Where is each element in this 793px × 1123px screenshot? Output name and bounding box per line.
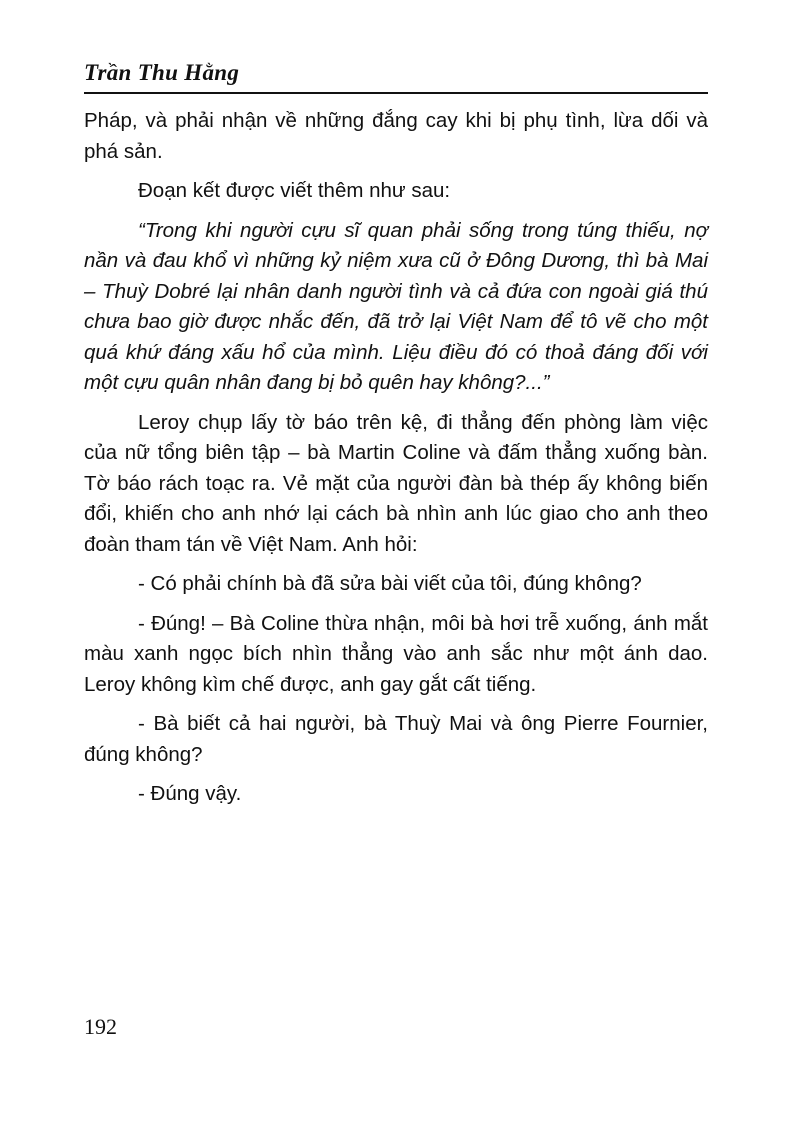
running-header [84,56,708,94]
body-text [84,106,708,819]
paragraph-dialogue: - Đúng! – Bà Coline thừa nhận, môi bà hơi trễ xuống, ánh mắt màu xanh ngọc bích nhìn thẳng vào anh sắc như một ánh dao. Leroy không kìm chế được, anh gay gắt cất tiếng. [84,611,708,696]
paragraph-dialogue: - Bà biết cả hai người, bà Thuỳ Mai và ông Pierre Fournier, đúng không? [84,712,708,766]
paragraph-quoted-ending: “Trong khi người cựu sĩ quan phải sống trong túng thiếu, nợ nần và đau khổ vì những kỷ niệm xưa cũ ở Đông Dương, thì bà Mai – Thuỳ Dobré lại nhân danh người tình và cả đứa con ngoài giá thú chưa bao giờ được nhắc đến, đã trở lại Việt Nam để tô vẽ cho một quá khứ đáng xấu hổ của mình. Liệu điều đó có thoả đáng đối với một cựu quân nhân đang bị bỏ quên hay không?...” [84,218,708,394]
paragraph-narrative: Leroy chụp lấy tờ báo trên kệ, đi thẳng đến phòng làm việc của nữ tổng biên tập – bà Martin Coline và đấm thẳng xuống bàn. Tờ báo rách toạc ra. Vẻ mặt của người đàn bà thép ấy không biến đổi, khiến cho anh nhớ lại cách bà nhìn anh lúc giao cho anh theo đoàn tham tán về Việt Nam. Anh hỏi: [84,410,708,556]
paragraph-continuation: Pháp, và phải nhận về những đắng cay khi bị phụ tình, lừa dối và phá sản. [84,109,708,163]
paragraph-dialogue: - Đúng vậy. [138,782,242,805]
paragraph-dialogue: - Có phải chính bà đã sửa bài viết của tôi, đúng không? [138,572,642,595]
paragraph-intro-ending: Đoạn kết được viết thêm như sau: [138,179,451,202]
running-header-author: Trần Thu Hằng [84,60,240,85]
page-number: 192 [84,1014,117,1039]
